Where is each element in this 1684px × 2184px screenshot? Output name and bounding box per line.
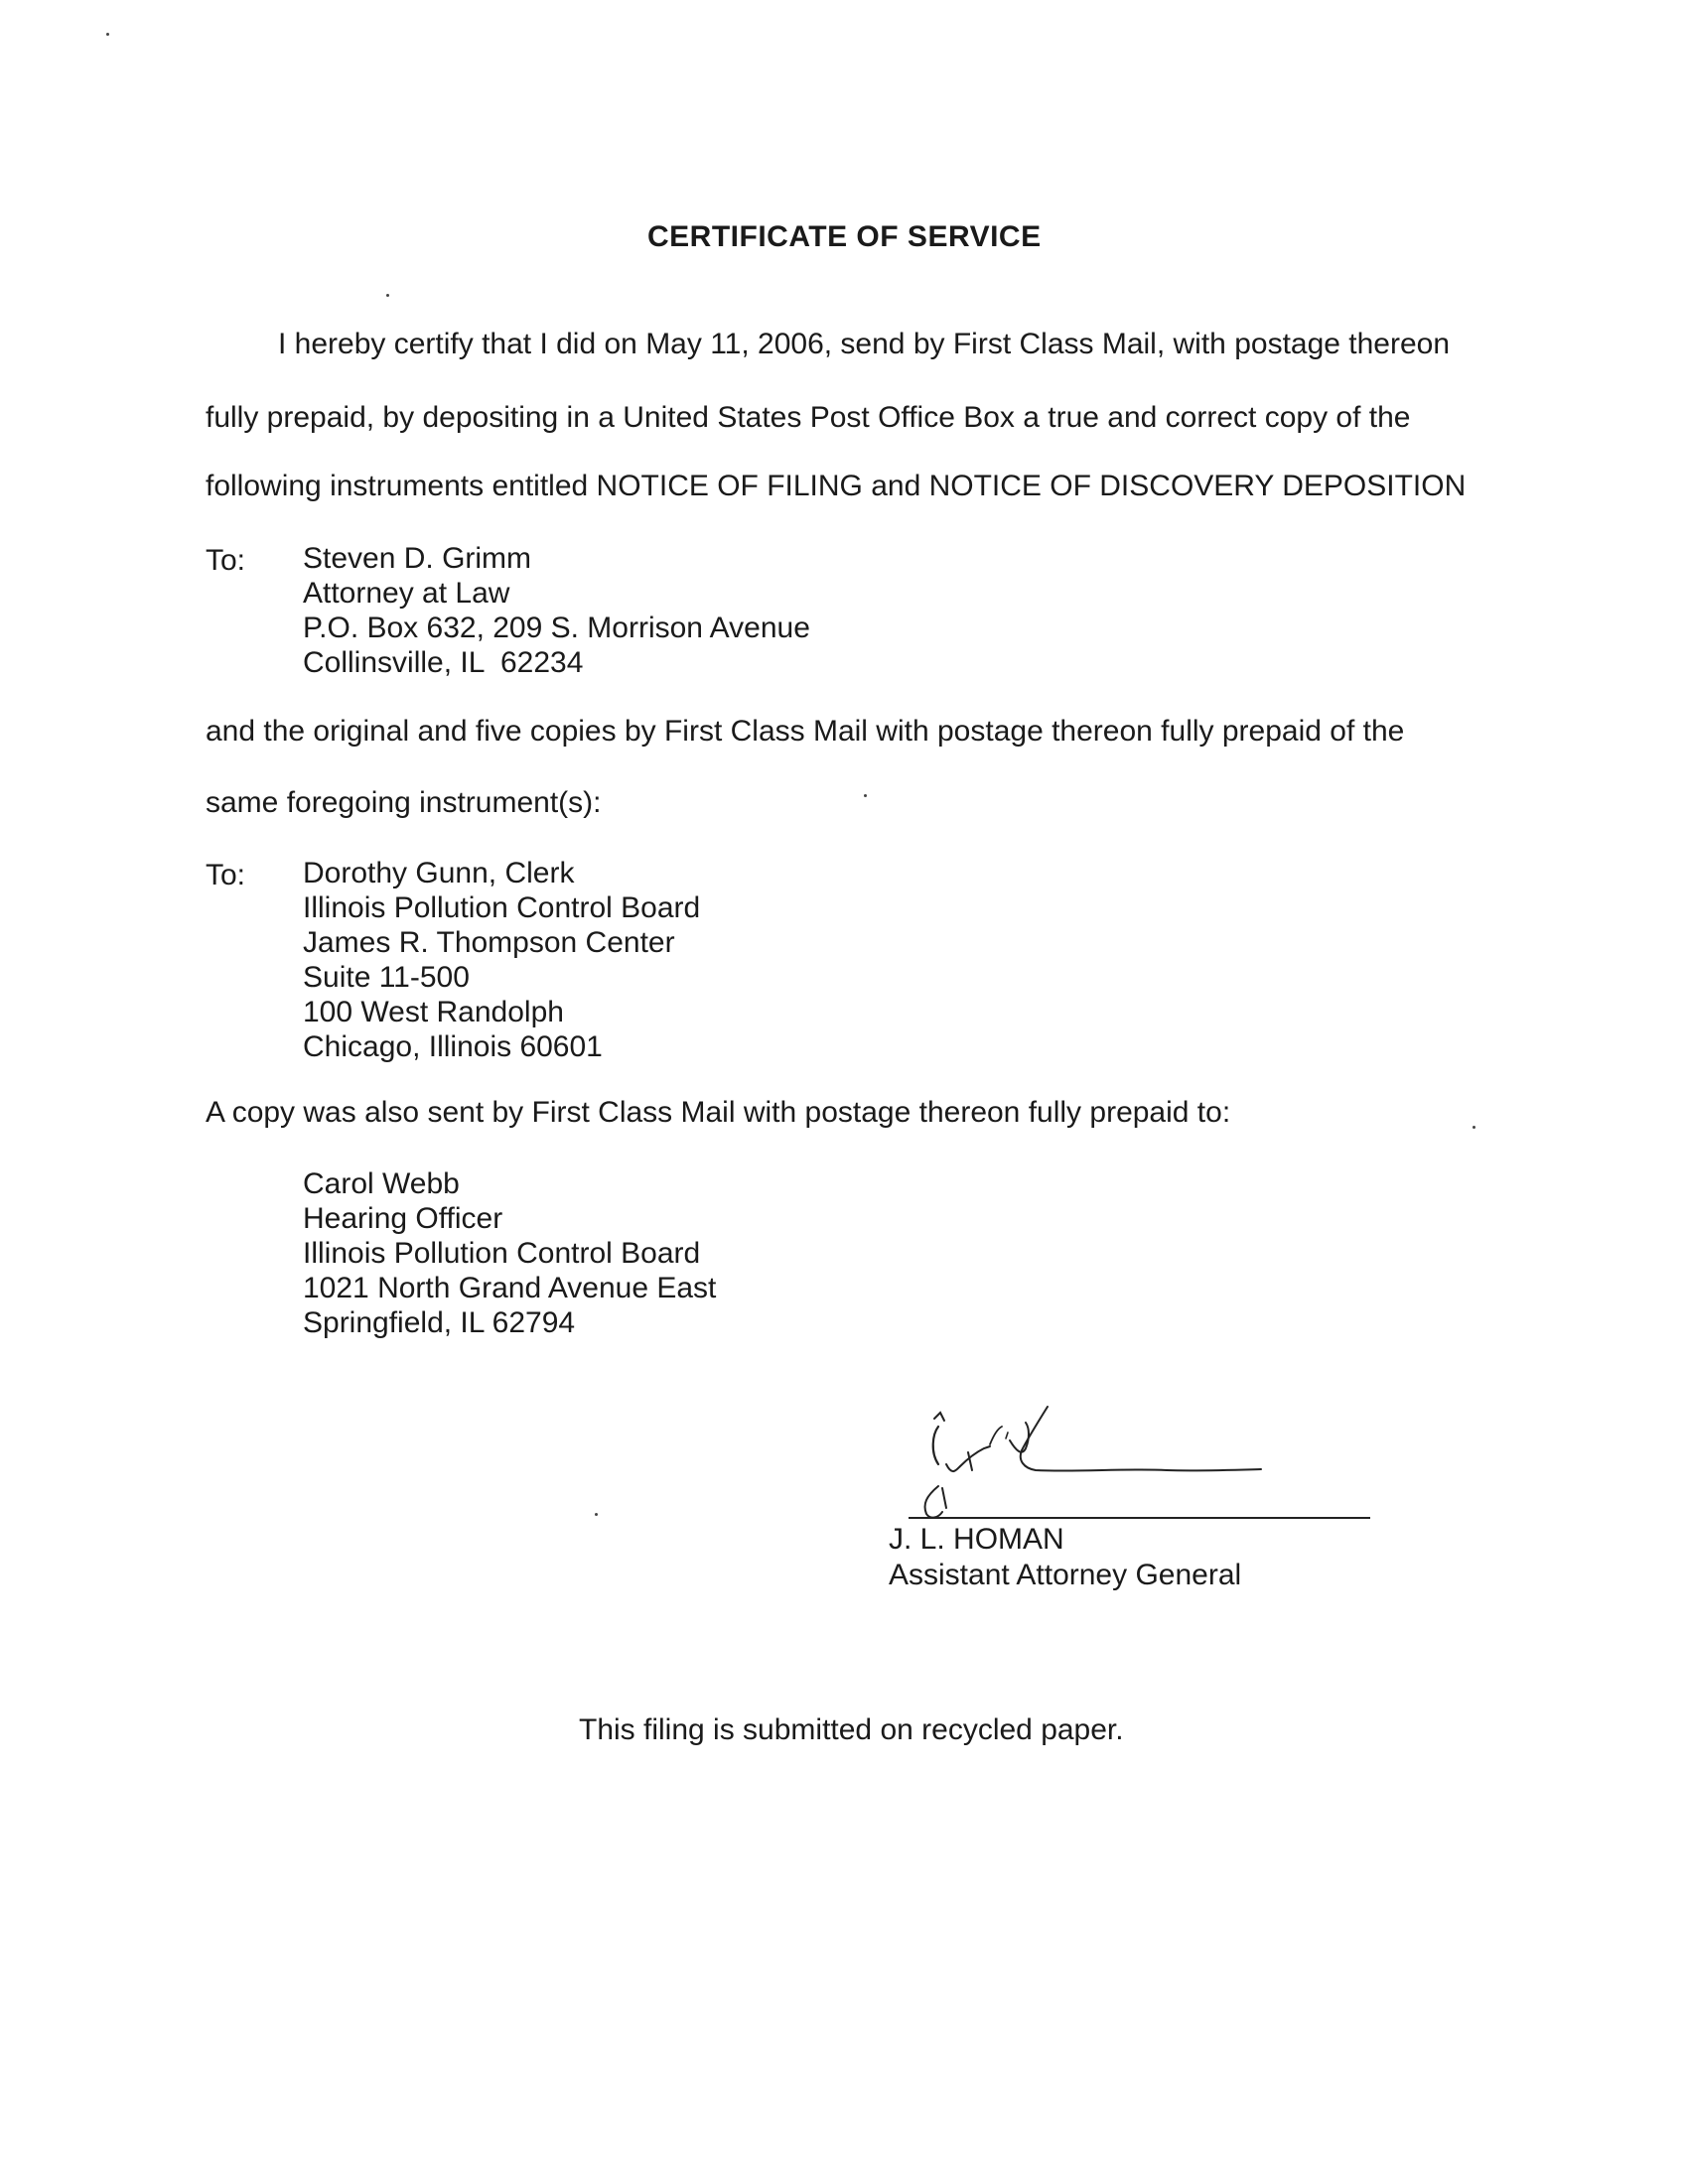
handwritten-signature xyxy=(899,1405,1296,1534)
address-line: Hearing Officer xyxy=(303,1202,503,1235)
address-line: Chicago, Illinois 60601 xyxy=(303,1030,603,1063)
body-line: following instruments entitled NOTICE OF FILING and NOTICE OF DISCOVERY DEPOSITION xyxy=(206,470,1467,502)
address-line: Steven D. Grimm xyxy=(303,542,532,575)
address-line: James R. Thompson Center xyxy=(303,926,675,959)
address-line: Suite 11-500 xyxy=(303,961,470,994)
scan-speck xyxy=(106,33,109,36)
address-line: 100 West Randolph xyxy=(303,996,564,1028)
address-line: Dorothy Gunn, Clerk xyxy=(303,857,575,889)
to-label: To: xyxy=(206,859,246,891)
recipient-address-block xyxy=(303,856,700,1064)
signer-title: Assistant Attorney General xyxy=(889,1559,1242,1591)
address-line: Illinois Pollution Control Board xyxy=(303,1237,701,1270)
scan-speck xyxy=(1473,1126,1475,1129)
recipient-address-block xyxy=(303,1166,716,1340)
scan-speck xyxy=(864,794,867,797)
body-line: same foregoing instrument(s): xyxy=(206,786,602,819)
signature-line xyxy=(909,1517,1370,1519)
scan-speck xyxy=(386,294,389,297)
address-line: Illinois Pollution Control Board xyxy=(303,891,701,924)
scan-speck xyxy=(595,1513,598,1516)
address-line: Collinsville, IL 62234 xyxy=(303,646,584,679)
address-line: Attorney at Law xyxy=(303,577,510,610)
footer-note: This filing is submitted on recycled paper. xyxy=(579,1713,1124,1746)
address-line: P.O. Box 632, 209 S. Morrison Avenue xyxy=(303,612,810,644)
recipient-address-block xyxy=(303,541,810,680)
address-line: Carol Webb xyxy=(303,1167,460,1200)
address-line: 1021 North Grand Avenue East xyxy=(303,1272,717,1304)
document-title: CERTIFICATE OF SERVICE xyxy=(647,220,1042,253)
body-line: fully prepaid, by depositing in a United States Post Office Box a true and correct copy of the xyxy=(206,401,1411,434)
signer-name: J. L. HOMAN xyxy=(889,1523,1064,1556)
address-line: Springfield, IL 62794 xyxy=(303,1306,576,1339)
to-label: To: xyxy=(206,544,246,577)
body-line: A copy was also sent by First Class Mail with postage thereon fully prepaid to: xyxy=(206,1096,1231,1129)
body-line: I hereby certify that I did on May 11, 2006, send by First Class Mail, with postage thereon xyxy=(278,328,1451,360)
body-line: and the original and five copies by First Class Mail with postage thereon fully prepaid of the xyxy=(206,715,1405,748)
